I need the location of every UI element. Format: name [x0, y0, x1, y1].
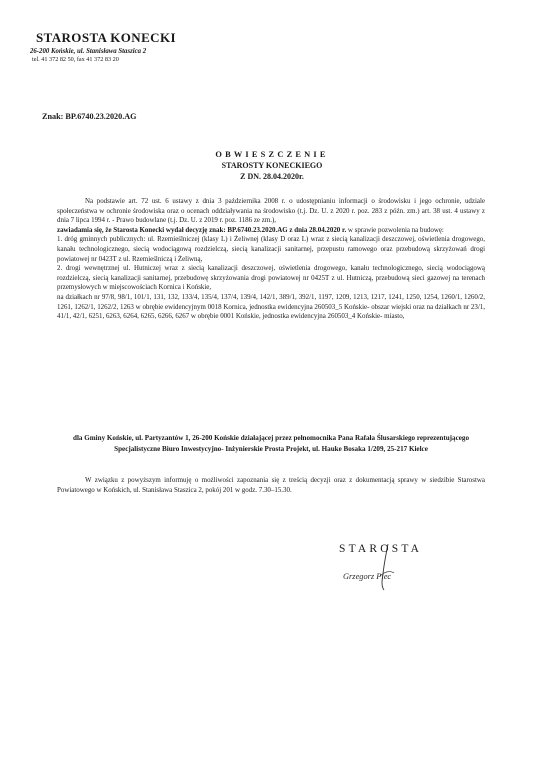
office-contact: tel. 41 372 82 50, fax 41 372 83 20 — [32, 56, 119, 63]
document-body — [57, 197, 485, 322]
office-name: STAROSTA KONECKI — [36, 30, 176, 45]
closing-paragraph: W związku z powyższym informuję o możliwości zapoznania się z treścią decyzji oraz z dokumentacją sprawy w siedzibie Starostwa Powiatowego w Końskich, ul. Stanisława Staszica 2, pokój 201 w godz. 7.30–15.30. — [57, 476, 485, 494]
title-line-2: STAROSTY KONECKIEGO — [221, 161, 323, 170]
signatory-title: STAROSTA — [339, 543, 423, 555]
notice-paragraph — [57, 226, 485, 236]
scope-item-1: 1. dróg gminnych publicznych: ul. Rzemieślniczej (klasy L) i Żeliwnej (klasy D oraz L) wraz z siecią kanalizacji deszczowej, oświetlenia drogowego, kanału technologicznego, siecią wodociągową rozdzielczą, siecią kanalizacji sanitarnej, przepustu ramowego oraz przebudową skrzyżowań drogi powiatowej nr 0423T z ul. Rzemieślniczą i Żeliwną, — [57, 235, 485, 263]
office-address: 26-200 Końskie, ul. Stanisława Staszica 2 — [30, 48, 147, 55]
legal-basis-paragraph: Na podstawie art. 72 ust. 6 ustawy z dnia 3 października 2008 r. o udostępnianiu informacji o środowisku i jego ochronie, udziale społeczeństwa w ochronie środowiska oraz o ocenach oddziaływania na środowisko (t.j. Dz. U. z 2020 r. poz. 283 z późn. zm.) art. 38 ust. 4 ustawy z dnia 7 lipca 1994 r. - Prawo budowlane (t.j. Dz. U. z 2019 r. poz. 1186 ze zm.), — [57, 197, 485, 225]
notice-rest-text: w sprawie pozwolenia na budowę: — [346, 225, 444, 234]
notice-bold-text: zawiadamia się, że Starosta Konecki wydał decyzję znak: BP.6740.23.2020.AG z dnia 28.04.2020 r. — [57, 225, 347, 234]
document-title — [0, 150, 544, 181]
letterhead-stamp — [30, 30, 176, 63]
scope-item-2: 2. drogi wewnętrznej ul. Hutniczej wraz z siecią kanalizacji deszczowej, oświetlenia drogowego, kanału technologicznego, siecią wodociągową rozdzielczą, siecią kanalizacji sanitarnej, przebudowę skrzyżowania drogi powiatowej nr 0425T z ul. Hutniczą, przebudową sieci gazowej na terenach przemysłowych w miejscowościach Kornica i Końskie, — [57, 264, 485, 292]
title-line-1: OBWIESZCZENIE — [215, 150, 329, 159]
title-line-3: Z DN. 28.04.2020r. — [240, 172, 304, 181]
applicant-paragraph: dla Gminy Końskie, ul. Partyzantów 1, 26-200 Końskie działającej przez pełnomocnika Pana Rafała Ślusarskiego reprezentującego Specjalistyczne Biuro Inwestycyjno- Inżynierskie Prosta Projekt, ul. Hauke Bosaka 1/209, 25-217 Kielce — [73, 434, 469, 453]
signatory-name: Grzegorz Piec — [343, 572, 392, 581]
plots-paragraph: na działkach nr 97/8, 98/1, 101/1, 131, 132, 133/4, 135/4, 137/4, 139/4, 142/1, 389/1, 392/1, 1197, 1209, 1213, 1217, 1241, 1250, 1254, 1260/1, 1260/2, 1261, 1262/1, 1262/2, 1263 w obrębie ewidencyjnym 0018 Kornica, jednostka ewidencyjna 260503_5 Końskie- obszar wiejski oraz na działkach nr 23/1, 41/1, 42/1, 6251, 6263, 6264, 6265, 6266, 6267 w obrębie 0001 Końskie, jednostka ewidencyjna 260503_4 Końskie- miasto, — [57, 292, 485, 321]
reference-number: Znak: BP.6740.23.2020.AG — [42, 112, 137, 121]
